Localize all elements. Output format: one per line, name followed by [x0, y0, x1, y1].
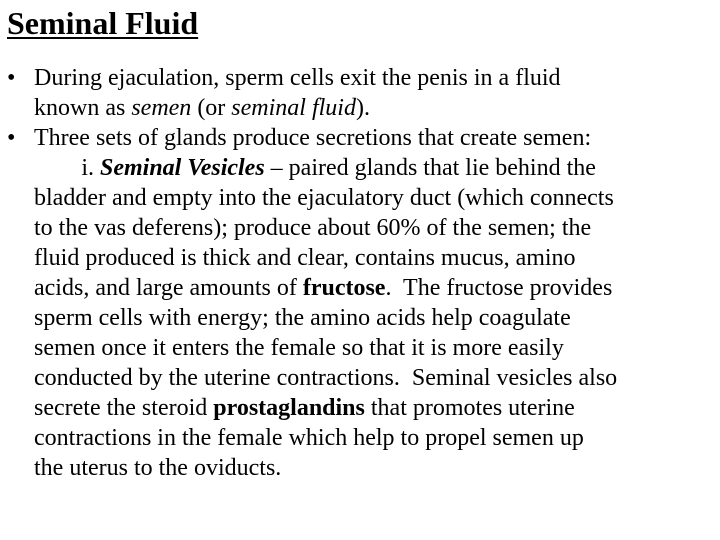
sub-line: conducted by the uterine contractions. Seminal vesicles also [34, 365, 618, 391]
sub-line: fluid produced is thick and clear, contains mucus, amino [34, 245, 576, 271]
sub-line: sperm cells with energy; the amino acids help coagulate [34, 305, 571, 331]
text-run: that promotes uterine [364, 395, 575, 421]
bullet-line: During ejaculation, sperm cells exit the penis in a fluid [34, 65, 561, 91]
sub-line [34, 153, 716, 183]
text-run: (or [191, 95, 232, 121]
term-prostaglandins: prostaglandins [213, 395, 365, 421]
sub-line: to the vas deferens); produce about 60% of the semen; the [34, 215, 592, 241]
sub-line: contractions in the female which help to propel semen up [34, 425, 584, 451]
text-run: . The fructose provides [385, 275, 613, 301]
sub-line: the uterus to the oviducts. [34, 455, 282, 481]
sub-line [34, 393, 716, 423]
term-fructose: fructose [302, 275, 386, 301]
sub-line: semen once it enters the female so that it is more easily [34, 335, 564, 361]
bullet-line [34, 93, 720, 123]
text-run: known as [34, 95, 132, 121]
slide-title: Seminal Fluid [7, 5, 199, 41]
bullet-line: Three sets of glands produce secretions that create semen: [34, 125, 592, 151]
bullet-glands [0, 123, 720, 153]
text-run: secrete the steroid [34, 395, 214, 421]
sub-line: bladder and empty into the ejaculatory duct (which connects [34, 185, 614, 211]
bullet-ejaculation [0, 63, 720, 123]
term-semen: semen [131, 95, 192, 121]
bullet-dot-icon: • [7, 65, 16, 91]
bullet-dot-icon: • [7, 125, 16, 151]
sub-marker: i. [81, 155, 94, 181]
text-run: – paired glands that lie behind the [264, 155, 596, 181]
text-run: ). [355, 95, 370, 121]
term-seminal-fluid: seminal fluid [231, 95, 356, 121]
sub-item-seminal-vesicles [0, 153, 716, 483]
text-run: acids, and large amounts of [34, 275, 303, 301]
slide-content [0, 63, 720, 483]
term-seminal-vesicles: Seminal Vesicles [100, 155, 265, 181]
sub-line [34, 273, 716, 303]
